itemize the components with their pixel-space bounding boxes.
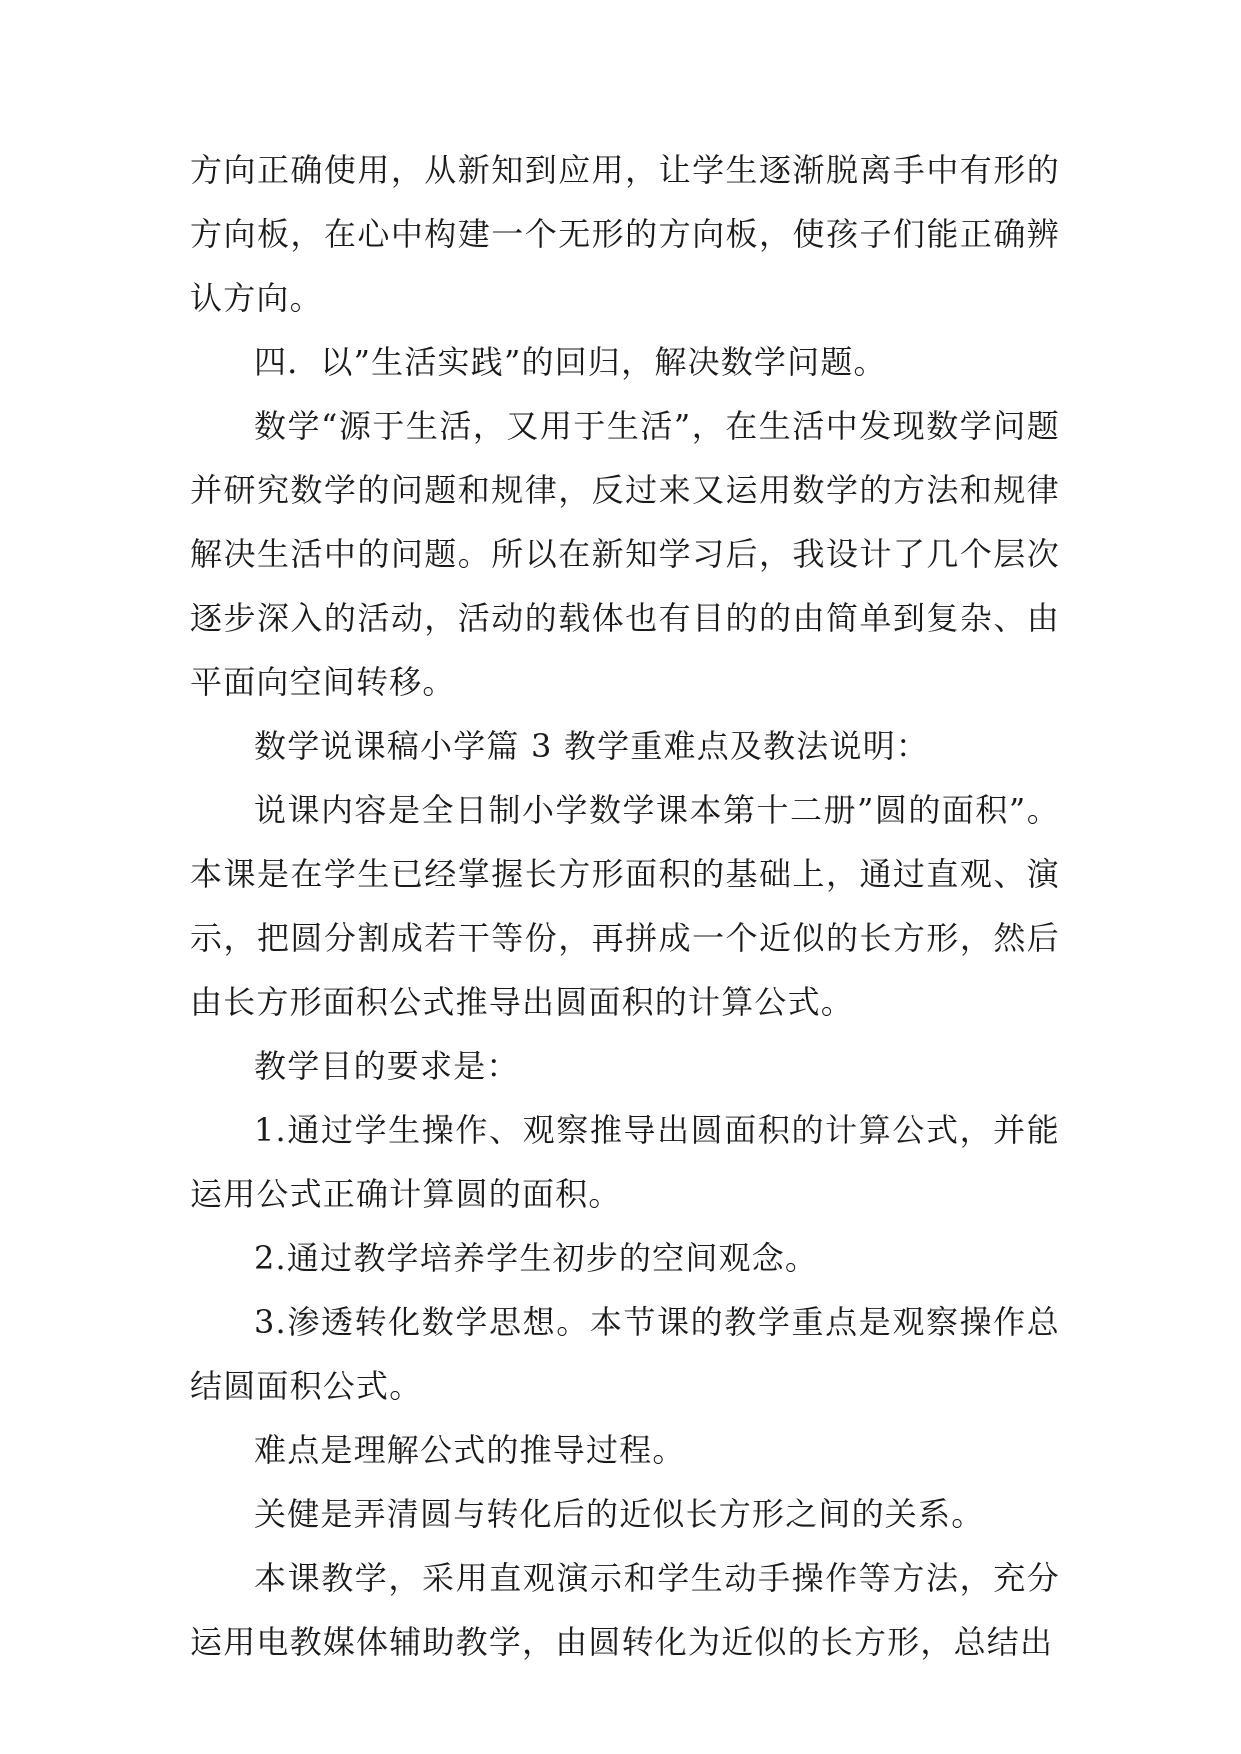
- paragraph-key-point: 关健是弄清圆与转化后的近似长方形之间的关系。: [254, 1495, 985, 1533]
- paragraph-continuation: 方向正确使用，从新知到应用，让学生逐渐脱离手中有形的方向板，在心中构建一个无形的方向板，使孩子们能正确辨认方向。: [190, 151, 1060, 317]
- paragraph-teaching-method: 本课教学，采用直观演示和学生动手操作等方法，充分运用电教媒体辅助教学，由圆转化为近似的长方形，总结出: [190, 1559, 1060, 1661]
- paragraph-goal-1: 1.通过学生操作、观察推导出圆面积的计算公式，并能运用公式正确计算圆的面积。: [190, 1111, 1060, 1213]
- paragraph-part3-title: 数学说课稿小学篇 3 教学重难点及教法说明：: [254, 727, 930, 765]
- paragraph-section-four-heading: 四．以”生活实践”的回归，解决数学问题。: [254, 343, 887, 381]
- paragraph-goals-heading: 教学目的要求是：: [254, 1047, 520, 1085]
- paragraph-lesson-content: 说课内容是全日制小学数学课本第十二册”圆的面积”。本课是在学生已经掌握长方形面积的基础上，通过直观、演示，把圆分割成若干等份，再拼成一个近似的长方形，然后由长方形面积公式推导出圆面积的计算公式。: [190, 791, 1060, 1021]
- paragraph-goal-2: 2.通过教学培养学生初步的空间观念。: [254, 1239, 819, 1277]
- paragraph-goal-3: 3.渗透转化数学思想。本节课的教学重点是观察操作总结圆面积公式。: [190, 1303, 1060, 1405]
- paragraph-math-from-life: 数学“源于生活，又用于生活”，在生活中发现数学问题并研究数学的问题和规律，反过来又运用数学的方法和规律解决生活中的问题。所以在新知学习后，我设计了几个层次逐步深入的活动，活动的载体也有目的的由简单到复杂、由平面向空间转移。: [190, 407, 1060, 701]
- paragraph-difficulty: 难点是理解公式的推导过程。: [254, 1431, 686, 1469]
- document-body: [190, 138, 1060, 1674]
